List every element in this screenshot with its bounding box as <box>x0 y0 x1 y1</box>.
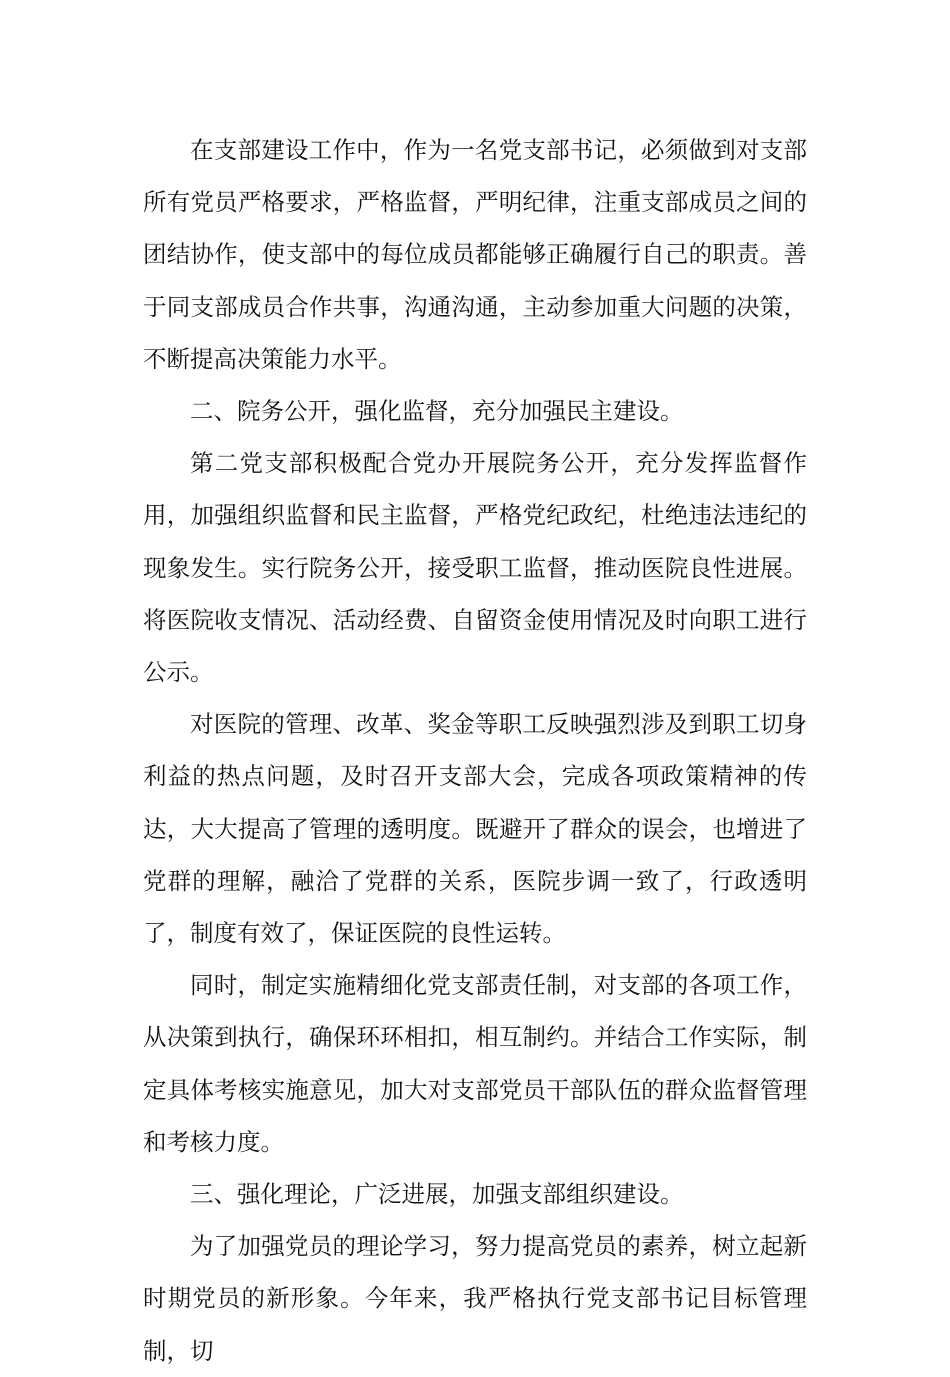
section-heading-three: 三、强化理论，广泛进展，加强支部组织建设。 <box>190 1180 684 1209</box>
paragraph-hospital-affairs-openness: 第二党支部积极配合党办开展院务公开，充分发挥监督作用，加强组织监督和民主监督，严格党纪政纪，杜绝违法违纪的现象发生。实行院务公开，接受职工监督，推动医院良性进展。将医院收支情况、活动经费、自留资金使用情况及时向职工进行公示。 <box>143 449 807 687</box>
document-body <box>143 124 807 1377</box>
paragraph-responsibility-system: 同时，制定实施精细化党支部责任制，对支部的各项工作，从决策到执行，确保环环相扣，相互制约。并结合工作实际，制定具体考核实施意见，加大对支部党员干部队伍的群众监督管理和考核力度。 <box>143 971 807 1156</box>
paragraph-theory-study: 为了加强党员的理论学习，努力提高党员的素养，树立起新时期党员的新形象。今年来，我严格执行党支部书记目标管理制，切 <box>143 1232 807 1365</box>
paragraph-hot-issues: 对医院的管理、改革、奖金等职工反映强烈涉及到职工切身利益的热点问题，及时召开支部大会，完成各项政策精神的传达，大大提高了管理的透明度。既避开了群众的误会，也增进了党群的理解，融洽了党群的关系，医院步调一致了，行政透明了，制度有效了，保证医院的良性运转。 <box>143 710 807 948</box>
paragraph-branch-secretary-duties: 在支部建设工作中，作为一名党支部书记，必须做到对支部所有党员严格要求，严格监督，严明纪律，注重支部成员之间的团结协作，使支部中的每位成员都能够正确履行自己的职责。善于同支部成员合作共事，沟通沟通，主动参加重大问题的决策，不断提高决策能力水平。 <box>143 136 807 373</box>
section-heading-two: 二、院务公开，强化监督，充分加强民主建设。 <box>190 397 684 426</box>
